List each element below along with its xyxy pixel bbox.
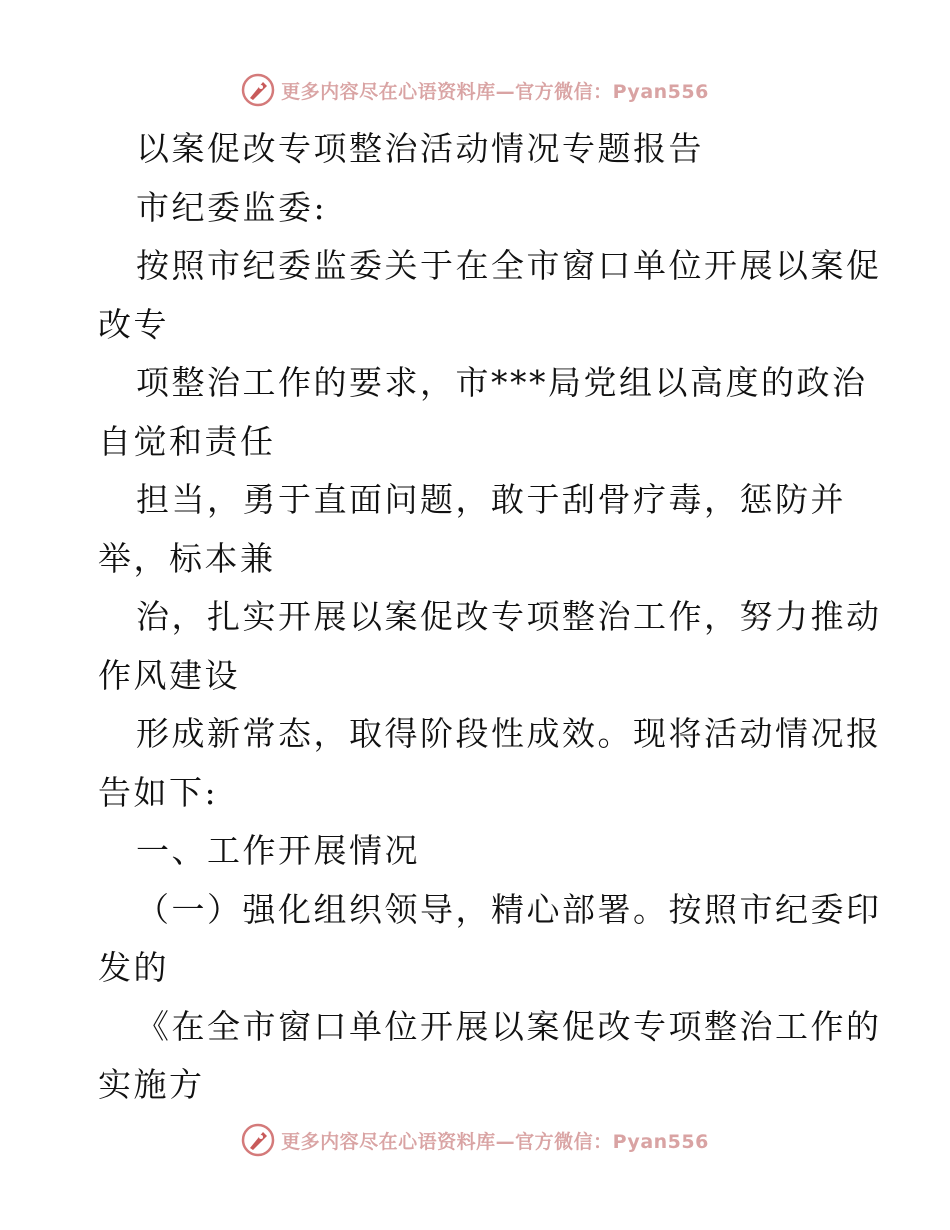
section-heading: 一、工作开展情况 (136, 831, 420, 870)
paragraph-line: 告如下: (98, 772, 219, 812)
paragraph-line: 自觉和责任 (98, 421, 276, 461)
paragraph-line: 项整治工作的要求，市***局党组以高度的政治 (136, 363, 868, 402)
watermark-footer (0, 1120, 950, 1160)
paragraph-line: 形成新常态，取得阶段性成效。现将活动情况报 (136, 714, 882, 753)
watermark-text: 更多内容尽在心语资料库—官方微信：Pyan556 (281, 80, 709, 103)
paragraph-line: 按照市纪委监委关于在全市窗口单位开展以案促 (136, 246, 882, 285)
document-body (98, 120, 882, 1115)
subsection-heading: （一）强化组织领导，精心部署。按照市纪委印 (136, 889, 882, 929)
document-title: 以案促改专项整治活动情况专题报告 (136, 129, 704, 168)
salutation: 市纪委监委: (136, 187, 328, 227)
paragraph-line: 发的 (98, 948, 169, 987)
paragraph-line: 举，标本兼 (98, 538, 276, 578)
paragraph-line: 治，扎实开展以案促改专项整治工作，努力推动 (136, 597, 882, 636)
paragraph-line: 担当，勇于直面问题，敢于刮骨疗毒，惩防并 (136, 480, 846, 519)
paragraph-line: 实施方 (98, 1065, 205, 1104)
pen-nib-logo-icon (241, 1123, 275, 1157)
paragraph-line: 《在全市窗口单位开展以案促改专项整治工作的 (136, 1006, 882, 1046)
paragraph-line: 作风建设 (98, 655, 240, 695)
paragraph-line: 改专 (98, 304, 169, 344)
watermark-text: 更多内容尽在心语资料库—官方微信：Pyan556 (281, 1130, 709, 1153)
watermark-header (0, 70, 950, 110)
pen-nib-logo-icon (241, 73, 275, 107)
